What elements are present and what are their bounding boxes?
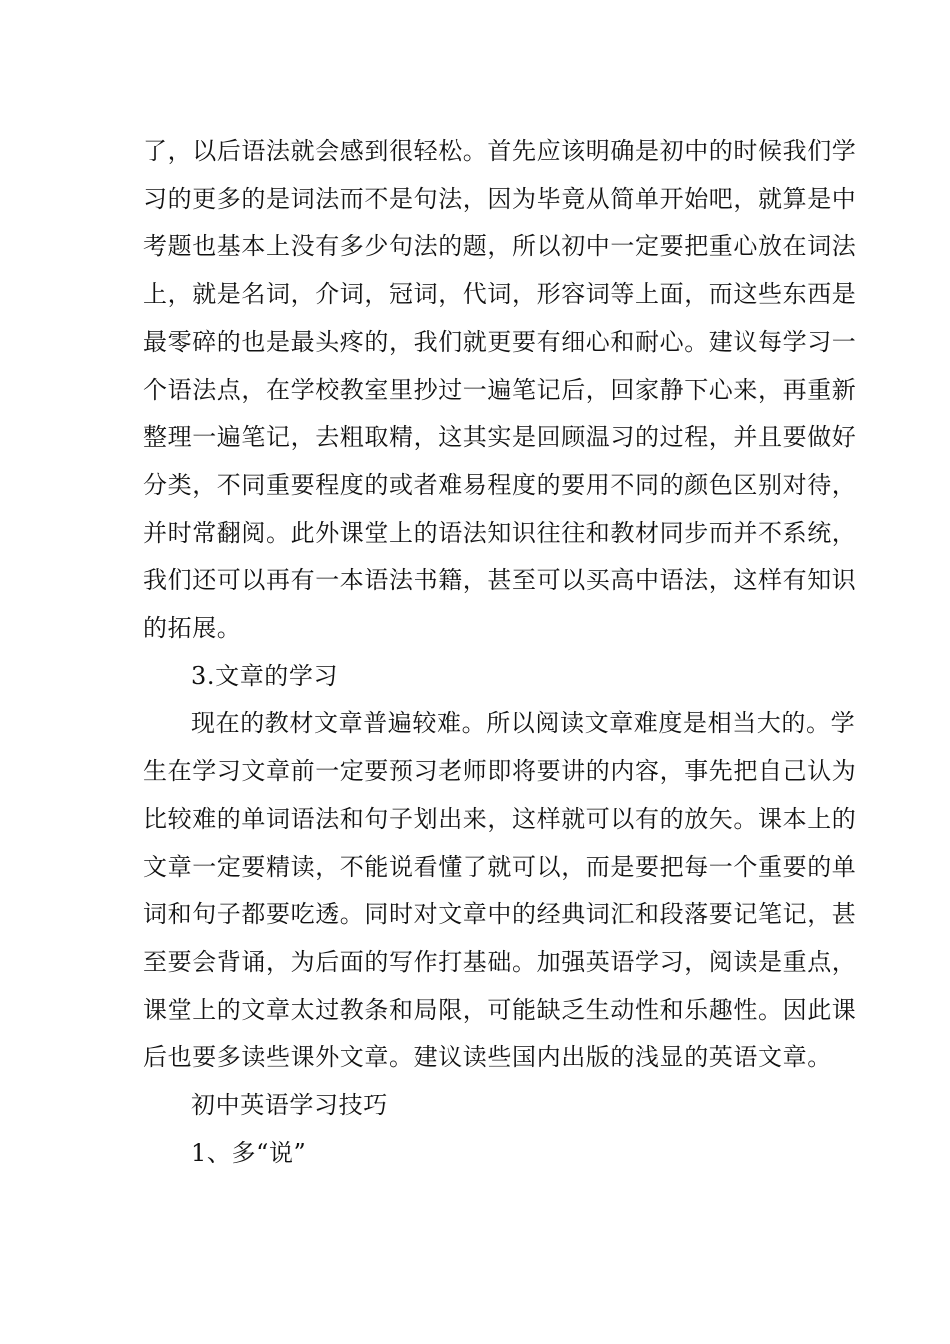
paragraph-grammar-continuation bbox=[143, 128, 857, 653]
text-line: 的拓展。 bbox=[143, 614, 242, 643]
text-line: 最零碎的也是最头疼的，我们就更要有细心和耐心。建议每学习一 bbox=[143, 327, 857, 356]
text-line: 比较难的单词语法和句子划出来，这样就可以有的放矢。课本上的 bbox=[143, 804, 857, 833]
document-body bbox=[143, 128, 857, 1177]
text-line: 文章一定要精读，不能说看懂了就可以，而是要把每一个重要的单 bbox=[143, 852, 857, 881]
section-heading: 3.文章的学习 bbox=[191, 661, 339, 690]
item-heading: 1、多“说” bbox=[191, 1138, 307, 1167]
text-line: 上，就是名词，介词，冠词，代词，形容词等上面，而这些东西是 bbox=[143, 280, 857, 309]
text-line: 个语法点，在学校教室里抄过一遍笔记后，回家静下心来，再重新 bbox=[143, 375, 857, 404]
text-line: 至要会背诵，为后面的写作打基础。加强英语学习，阅读是重点， bbox=[143, 947, 857, 976]
text-line: 分类，不同重要程度的或者难易程度的要用不同的颜色区别对待， bbox=[143, 470, 857, 499]
text-line: 现在的教材文章普遍较难。所以阅读文章难度是相当大的。学 bbox=[191, 709, 856, 738]
text-line: 习的更多的是词法而不是句法，因为毕竟从简单开始吧，就算是中 bbox=[143, 184, 857, 213]
text-line: 词和句子都要吃透。同时对文章中的经典词汇和段落要记笔记，甚 bbox=[143, 900, 857, 929]
text-line: 后也要多读些课外文章。建议读些国内出版的浅显的英语文章。 bbox=[143, 1043, 832, 1072]
text-line: 并时常翻阅。此外课堂上的语法知识往往和教材同步而并不系统， bbox=[143, 518, 857, 547]
text-line: 了，以后语法就会感到很轻松。首先应该明确是初中的时候我们学 bbox=[143, 137, 857, 165]
text-line: 整理一遍笔记，去粗取精，这其实是回顾温习的过程，并且要做好 bbox=[143, 423, 857, 452]
paragraph-article-study bbox=[143, 700, 857, 1082]
text-line: 课堂上的文章太过教条和局限，可能缺乏生动性和乐趣性。因此课 bbox=[143, 995, 857, 1024]
text-line: 我们还可以再有一本语法书籍，甚至可以买高中语法，这样有知识 bbox=[143, 566, 857, 595]
text-line: 生在学习文章前一定要预习老师即将要讲的内容，事先把自己认为 bbox=[143, 757, 857, 786]
subtitle: 初中英语学习技巧 bbox=[191, 1091, 388, 1120]
text-line: 考题也基本上没有多少句法的题，所以初中一定要把重心放在词法 bbox=[143, 232, 857, 261]
